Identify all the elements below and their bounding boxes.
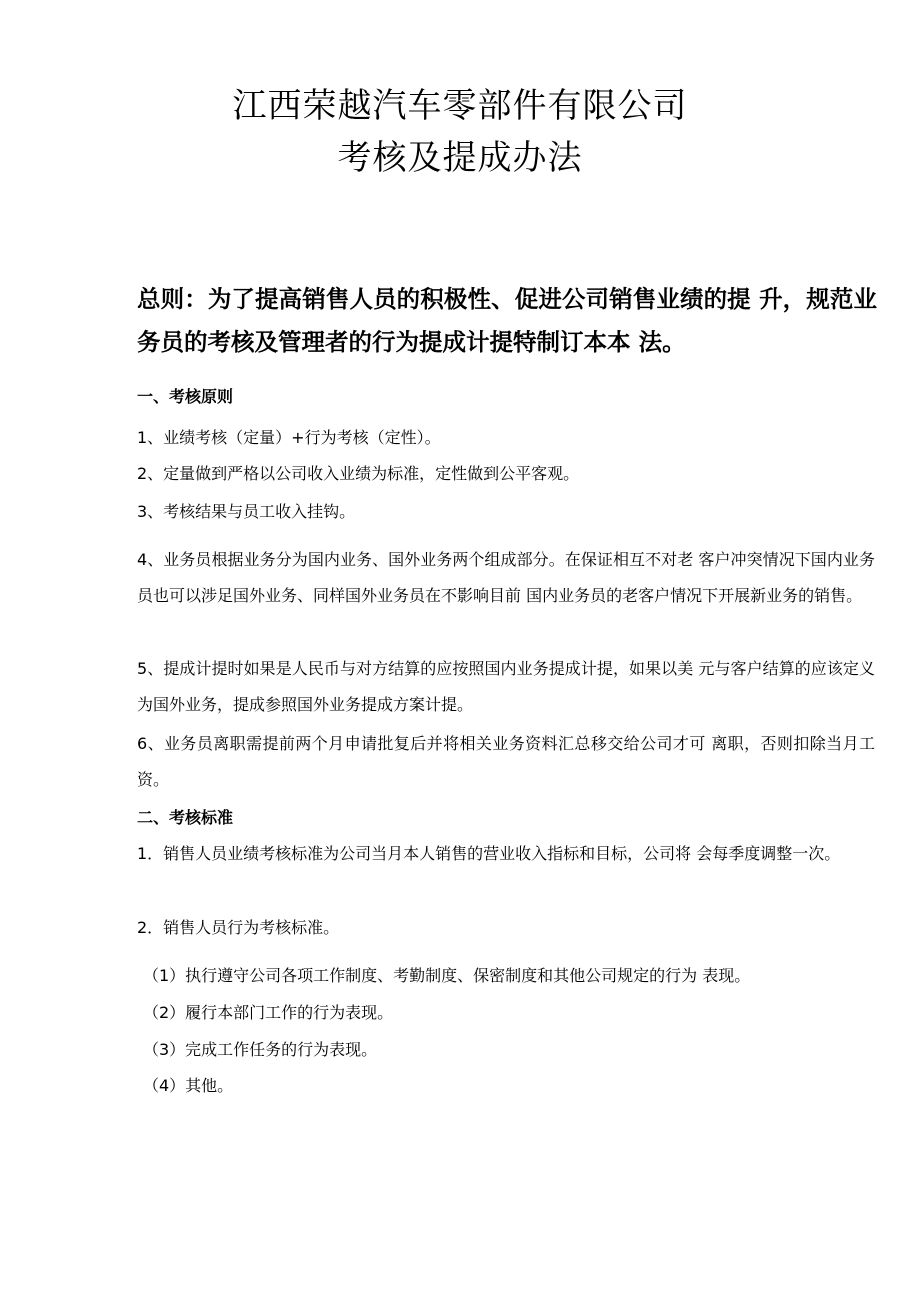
section-heading-standards: 二、考核标准 [137, 808, 234, 827]
standard-sub-item-2: （2）履行本部门工作的行为表现。 [143, 1003, 394, 1022]
section-heading-principles: 一、考核原则 [137, 387, 234, 406]
principle-item-2: 2、定量做到严格以公司收入业绩为标准，定性做到公平客观。 [137, 464, 580, 483]
standard-sub-item-3: （3）完成工作任务的行为表现。 [143, 1040, 378, 1059]
principle-item-5: 5、提成计提时如果是人民币与对方结算的应按照国内业务提成计提，如果以美 元与客户结算的应该定义为国外业务，提成参照国外业务提成方案计提。 [137, 659, 875, 714]
standard-sub-item-1: （1）执行遵守公司各项工作制度、考勤制度、保密制度和其他公司规定的行为 表现。 [143, 966, 751, 985]
principle-item-1: 1、业绩考核（定量）+行为考核（定性）。 [137, 428, 441, 447]
principle-item-3: 3、考核结果与员工收入挂钩。 [137, 502, 356, 521]
general-principle: 总则：为了提高销售人员的积极性、促进公司销售业绩的提 升，规范业务员的考核及管理者的行为提成计提特制订本本 法。 [137, 285, 877, 356]
standard-sub-item-4: （4）其他。 [143, 1076, 234, 1095]
standard-item-1: 1．销售人员业绩考核标准为公司当月本人销售的营业收入指标和目标，公司将 会每季度调整一次。 [137, 844, 841, 863]
principle-item-6: 6、业务员离职需提前两个月申请批复后并将相关业务资料汇总移交给公司才可 离职，否则扣除当月工资。 [137, 734, 875, 789]
document-title: 考核及提成办法 [337, 138, 583, 178]
standard-item-2: 2．销售人员行为考核标准。 [137, 918, 340, 937]
principle-item-4: 4、业务员根据业务分为国内业务、国外业务两个组成部分。在保证相互不对老 客户冲突情况下国内业务员也可以涉足国外业务、同样国外业务员在不影响目前 国内业务员的老客户情况下开展新业务的销售。 [137, 550, 875, 605]
company-title: 江西荣越汽车零部件有限公司 [232, 86, 688, 126]
